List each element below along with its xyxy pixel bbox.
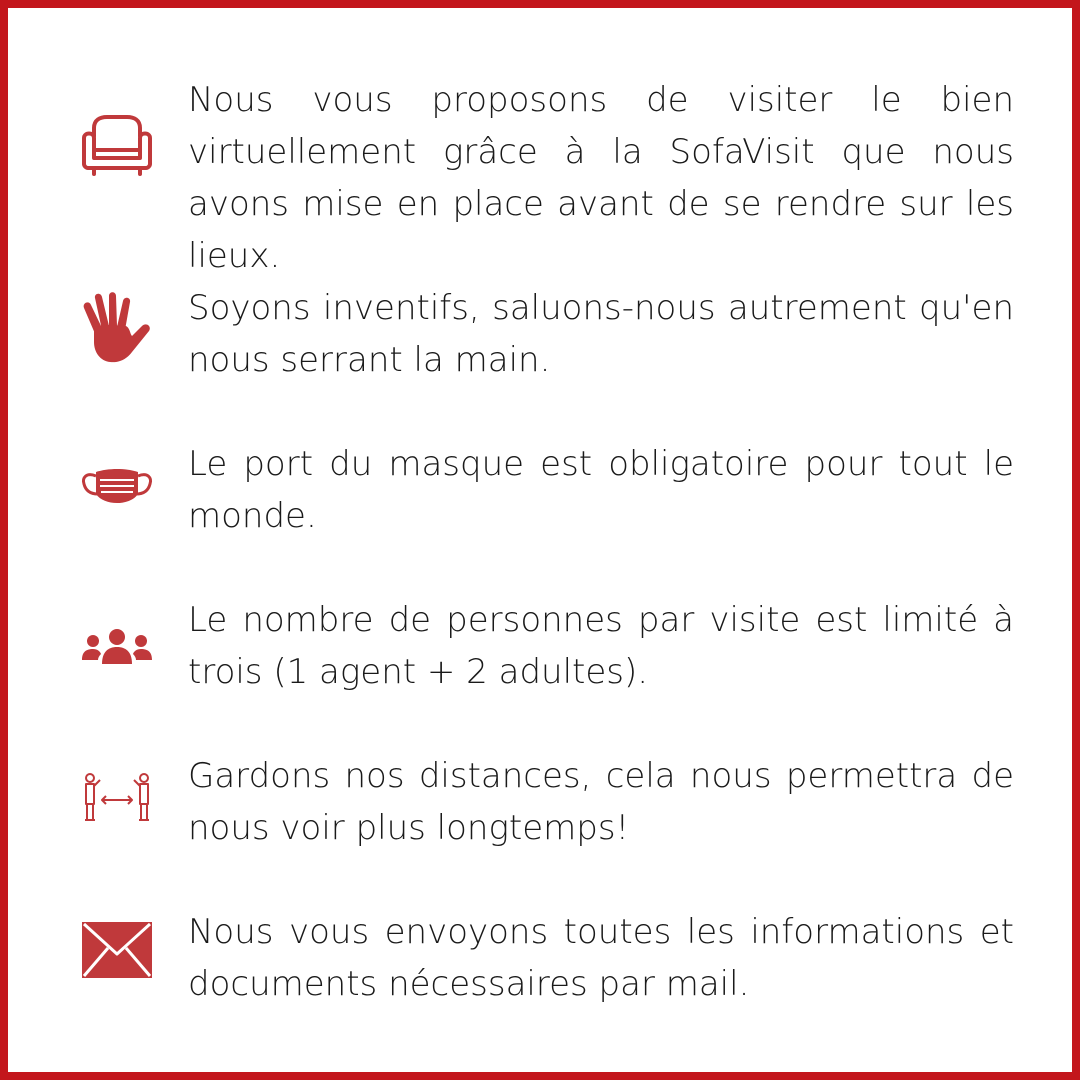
hand-icon <box>80 292 154 364</box>
info-text-visitors: Le nombre de personnes par visite est limité à trois (1 agent + 2 adultes). <box>188 600 1014 692</box>
group-icon <box>80 628 154 668</box>
envelope-icon <box>80 920 154 980</box>
distance-icon <box>80 770 154 826</box>
mask-icon <box>80 466 154 508</box>
info-text-documents: Nous vous envoyons toutes les informations et documents nécessaires par mail. <box>188 912 1014 1004</box>
info-text-sofavisit: Nous vous proposons de visiter le bien virtuellement grâce à la SofaVisit que nous avons mise en place avant de se rendre sur les lieux. <box>188 80 1014 276</box>
info-text-distance: Gardons nos distances, cela nous permettra de nous voir plus longtemps! <box>188 756 1014 848</box>
info-text-greeting: Soyons inventifs, saluons-nous autrement qu'en nous serrant la main. <box>188 288 1014 380</box>
sofa-icon <box>80 114 154 176</box>
info-text-mask: Le port du masque est obligatoire pour tout le monde. <box>188 444 1014 536</box>
